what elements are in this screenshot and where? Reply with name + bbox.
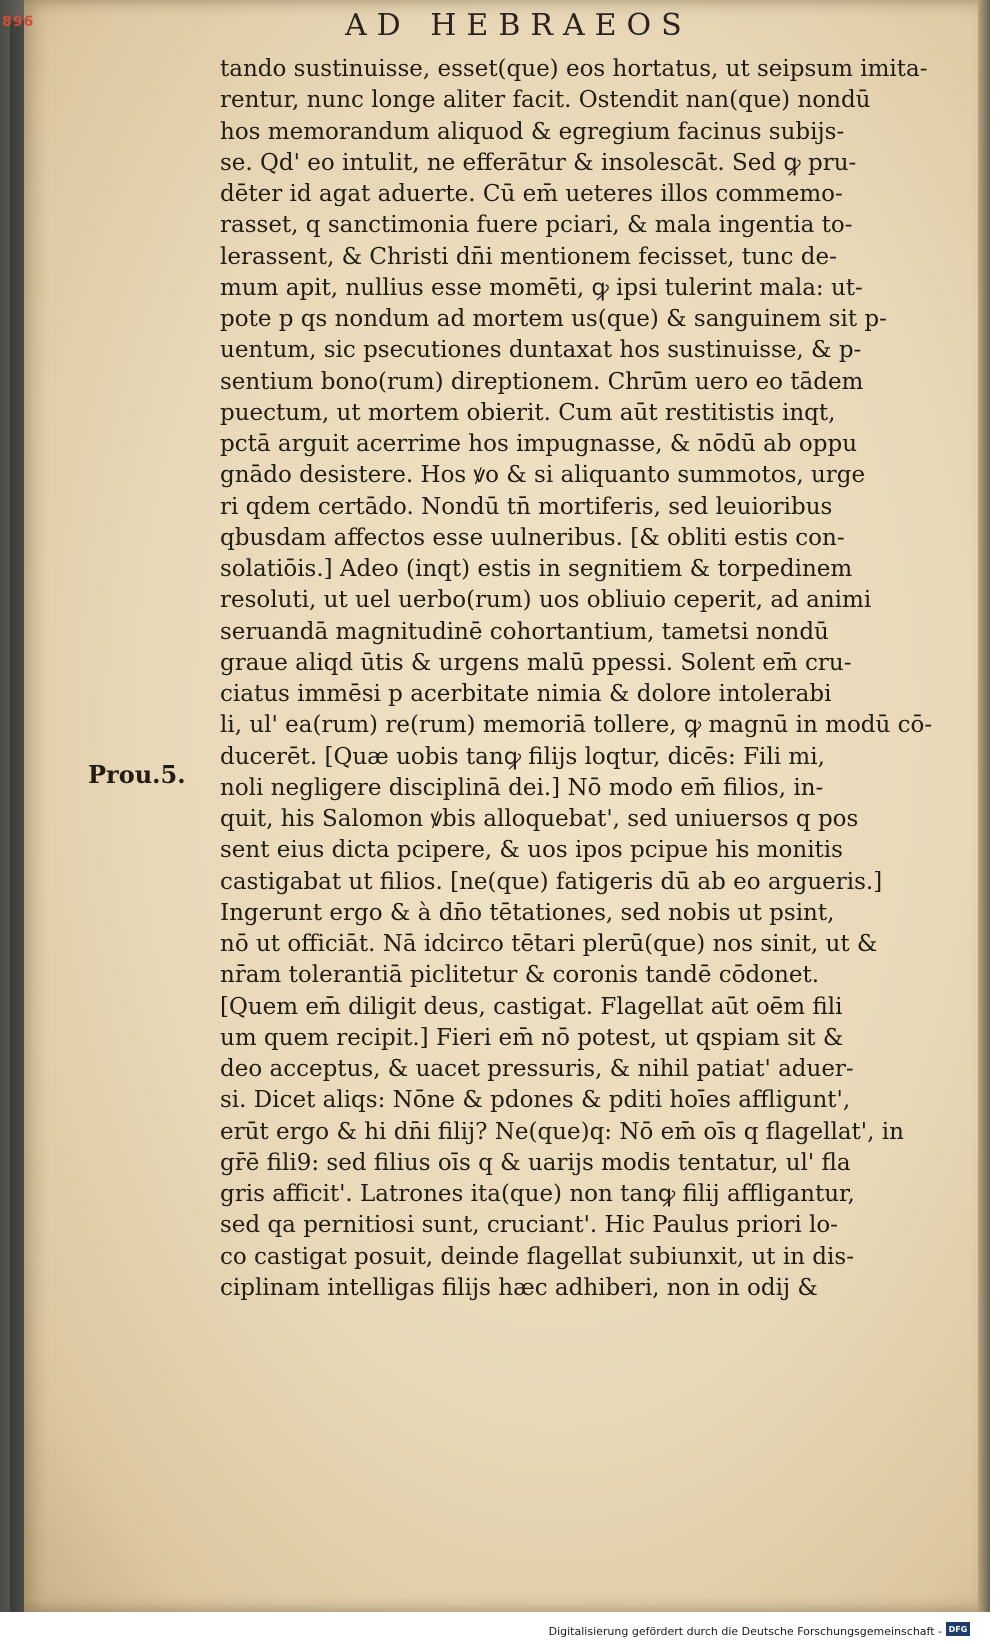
text-line: hos memorandum aliquod & egregium facinus subijs- <box>220 118 845 145</box>
footer-credit: Digitalisierung gefördert durch die Deutsche Forschungsgemeinschaft - <box>548 1625 942 1638</box>
text-line: [Quem em̄ diligit deus, castigat. Flagellat aūt oēm fili <box>220 993 843 1020</box>
text-line: qbusdam affectos esse uulneribus. [& obliti estis con- <box>220 524 845 551</box>
page-fore-edge <box>978 0 990 1612</box>
text-line: rentur, nunc longe aliter facit. Ostendit nan(que) nondū <box>220 87 871 114</box>
text-line: solatiōis.] Adeo (inqt) estis in segnitiem & torpedinem <box>220 556 853 582</box>
page-number: 896 <box>2 14 35 30</box>
text-line: ciatus immēsi p acerbitate nimia & dolore intolerabi <box>220 681 832 707</box>
text-line: si. Dicet aliqs: Nōne & pdones & pditi hoīes affligunt', <box>220 1087 851 1114</box>
text-line: Ingerunt ergo & à dn̄o tētationes, sed nobis ut psint, <box>220 899 835 926</box>
text-line: ciplinam intelligas filijs hæc adhiberi, non in odij & <box>220 1274 818 1301</box>
text-line: resoluti, ut uel uerbo(rum) uos obliuio ceperit, ad animi <box>220 587 872 614</box>
text-line: rasset, q sanctimonia fuere pciari, & mala ingentia to- <box>220 212 853 239</box>
text-line: se. Qd' eo intulit, ne efferātur & insolescāt. Sed ꝙ pru- <box>220 149 857 176</box>
text-line: seruandā magnitudinē cohortantium, tametsi nondū <box>220 618 829 645</box>
text-line: pote p qs nondum ad mortem us(que) & sanguinem sit p- <box>220 306 887 332</box>
text-line: lerassent, & Christi dn̄i mentionem fecisset, tunc de- <box>220 243 837 270</box>
marginal-note: Prou.5. <box>88 760 186 789</box>
text-line: mum apit, nullius esse momēti, ꝙ ipsi tulerint mala: ut- <box>220 274 863 301</box>
text-line: li, ul' ea(rum) re(rum) memoriā tollere, ꝙ magnū in modū cō- <box>220 712 933 739</box>
text-line: quit, his Salomon ꝟbis alloquebat', sed uniuersos q pos <box>220 806 859 832</box>
body-text <box>220 54 940 1304</box>
text-line: pctā arguit acerrime hos impugnasse, & nōdū ab oppu <box>220 431 858 457</box>
text-line: co castigat posuit, deinde flagellat subiunxit, ut in dis- <box>220 1243 854 1270</box>
text-line: gris afficit'. Latrones ita(que) non tanꝙ filij affligantur, <box>220 1181 855 1207</box>
text-line: deo acceptus, & uacet pressuris, & nihil patiat' aduer- <box>220 1056 854 1082</box>
text-line: ri qdem certādo. Nondū tn̄ mortiferis, sed leuioribus <box>220 493 833 520</box>
text-line: um quem recipit.] Fieri em̄ nō potest, ut qspiam sit & <box>220 1024 844 1051</box>
text-line: tando sustinuisse, esset(que) eos hortatus, ut seipsum imita- <box>220 56 928 82</box>
text-line: gnādo desistere. Hos ꝟo & si aliquanto summotos, urge <box>220 462 866 489</box>
text-line: sed qa pernitiosi sunt, cruciant'. Hic Paulus priori lo- <box>220 1212 838 1239</box>
text-line: nō ut officiāt. Nā idcirco tētari plerū(que) nos sinit, ut & <box>220 931 878 957</box>
dfg-logo-icon: DFG <box>946 1622 970 1636</box>
running-head: AD HEBRAEOS <box>345 8 692 43</box>
text-line: gr̄ē fili9: sed filius oīs q & uarijs modis tentatur, ul' fla <box>220 1149 851 1176</box>
text-line: sentium bono(rum) direptionem. Chrūm uero eo tādem <box>220 368 864 395</box>
text-line: uentum, sic psecutiones duntaxat hos sustinuisse, & p- <box>220 337 862 364</box>
text-line: erūt ergo & hi dn̄i filij? Ne(que)q: Nō em̄ oīs q flagellat', in <box>220 1118 904 1145</box>
text-line: castigabat ut filios. [ne(que) fatigeris dū ab eo argueris.] <box>220 868 883 895</box>
text-line: noli negligere disciplinā dei.] Nō modo em̄ filios, in- <box>220 774 824 801</box>
text-line: nr̄am tolerantiā piclitetur & coronis tandē cōdonet. <box>220 962 820 989</box>
text-line: puectum, ut mortem obierit. Cum aūt restitistis inqt, <box>220 399 836 426</box>
text-line: dēter id agat aduerte. Cū em̄ ueteres illos commemo- <box>220 181 843 207</box>
text-line: sent eius dicta pcipere, & uos ipos pcipue his monitis <box>220 837 843 864</box>
text-line: ducerēt. [Quæ uobis tanꝙ filijs loqtur, dicēs: Fili mi, <box>220 743 825 770</box>
text-line: graue aliqd ūtis & urgens malū ppessi. Solent em̄ cru- <box>220 649 852 676</box>
